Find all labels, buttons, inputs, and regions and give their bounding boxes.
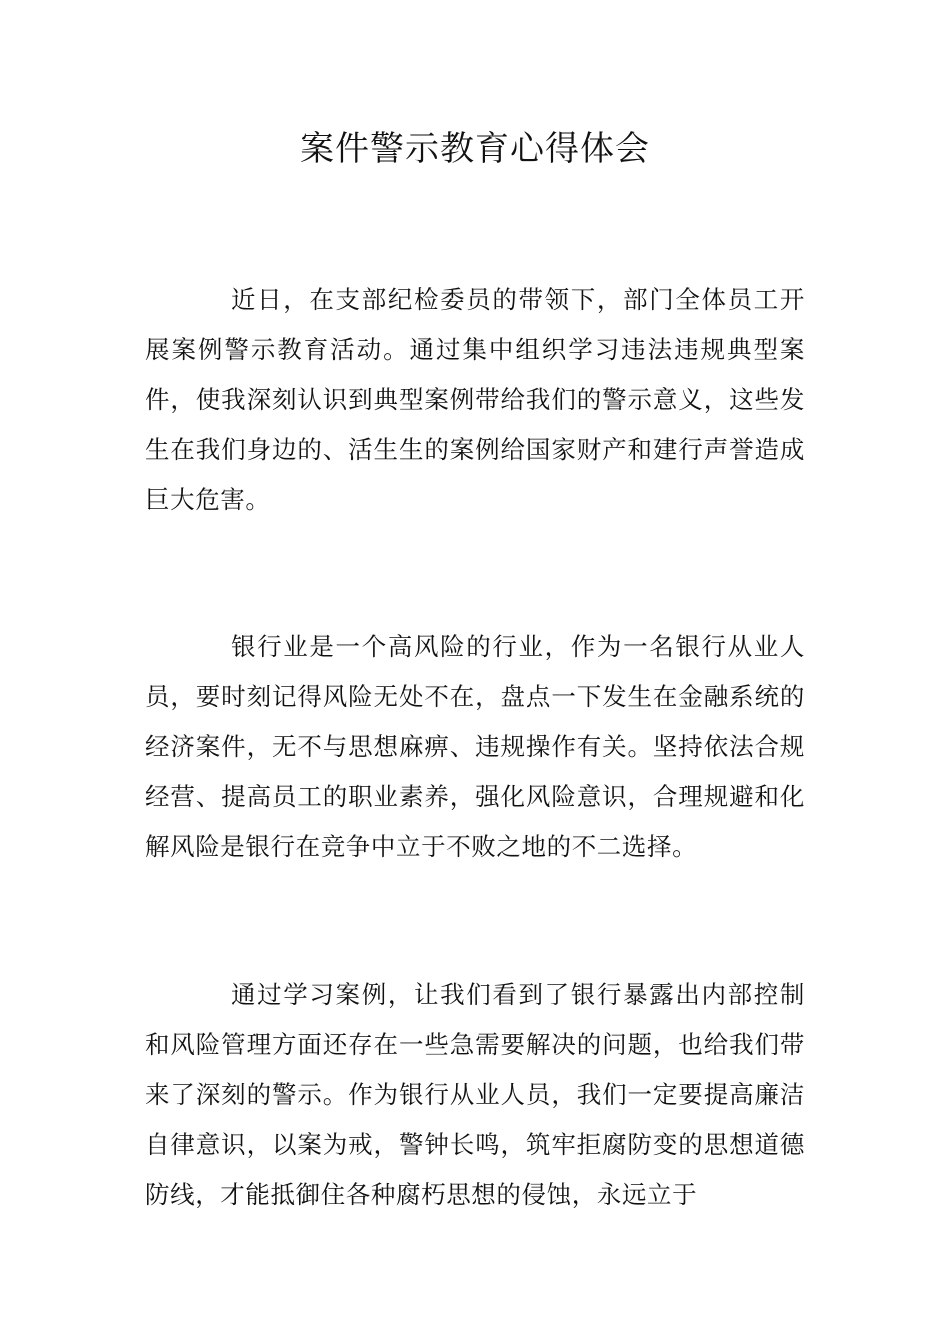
- paragraph-3: 通过学习案例，让我们看到了银行暴露出内部控制和风险管理方面还存在一些急需要解决的问题，也给我们带来了深刻的警示。作为银行从业人员，我们一定要提高廉洁自律意识，以案为戒，警钟长鸣，筑牢拒腐防变的思想道德防线，才能抵御住各种腐朽思想的侵蚀，永远立于: [145, 980, 805, 1209]
- paragraph-1: 近日，在支部纪检委员的带领下，部门全体员工开展案例警示教育活动。通过集中组织学习违法违规典型案件，使我深刻认识到典型案例带给我们的警示意义，这些发生在我们身边的、活生生的案例给国家财产和建行声誉造成巨大危害。: [145, 285, 805, 514]
- document-title: 案件警示教育心得体会: [300, 129, 650, 169]
- paragraph-2: 银行业是一个高风险的行业，作为一名银行从业人员，要时刻记得风险无处不在，盘点一下发生在金融系统的经济案件，无不与思想麻痹、违规操作有关。坚持依法合规经营、提高员工的职业素养，强化风险意识，合理规避和化解风险是银行在竞争中立于不败之地的不二选择。: [145, 632, 805, 861]
